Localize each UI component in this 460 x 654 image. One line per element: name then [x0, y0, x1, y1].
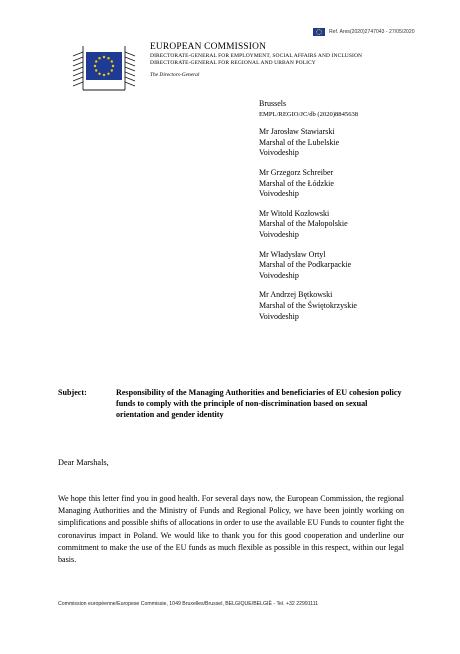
recipient: [259, 250, 454, 282]
reference-stamp-text: Ref. Ares(2020)2747043 - 27/05/2020: [329, 29, 415, 35]
recipient-title: Marshal of the Świętokrzyskie: [259, 300, 357, 310]
directorate-line-2: DIRECTORATE-GENERAL FOR REGIONAL AND URBAN POLICY: [150, 60, 316, 66]
directorate-line-1: DIRECTORATE-GENERAL FOR EMPLOYMENT, SOCIAL AFFAIRS AND INCLUSION: [150, 53, 363, 59]
city: Brussels: [259, 99, 287, 108]
reference-stamp: [313, 28, 455, 36]
recipient-name: Mr Andrzej Bętkowski: [259, 290, 333, 300]
recipient-region: Voivodeship: [259, 270, 299, 280]
recipient: [259, 290, 454, 322]
letterhead: [150, 42, 450, 79]
organization-name: EUROPEAN COMMISSION: [150, 42, 267, 52]
signatory-office: The Directors-General: [150, 72, 200, 78]
recipient: [259, 209, 454, 241]
recipient-title: Marshal of the Małopolskie: [259, 219, 348, 229]
recipient-name: Mr Jarosław Stawiarski: [259, 127, 335, 137]
recipient-title: Marshal of the Podkarpackie: [259, 260, 352, 270]
recipient-region: Voivodeship: [259, 148, 299, 158]
subject-label: Subject:: [58, 388, 87, 397]
address-block: [259, 99, 454, 331]
eu-flag-mini-icon: [313, 28, 325, 36]
recipient: [259, 168, 454, 200]
salutation: Dear Marshals,: [58, 458, 109, 467]
recipient: [259, 127, 454, 159]
recipient-name: Mr Grzegorz Schreiber: [259, 167, 334, 177]
european-commission-logo: [72, 42, 136, 94]
recipient-title: Marshal of the Lubelskie: [259, 137, 340, 147]
recipient-region: Voivodeship: [259, 229, 299, 239]
subject-text: Responsibility of the Managing Authorities and beneficiaries of EU cohesion policy funds to comply with the principle of non-discrimination based on sexual orientation and gender identity: [116, 388, 402, 419]
recipient-region: Voivodeship: [259, 311, 299, 321]
recipient-name: Mr Władysław Ortyl: [259, 249, 326, 259]
reference-number: EMPL/REGIO/JC/db (2020)8845638: [259, 110, 359, 118]
footer-address: Commission européenne/Europese Commissie, 1049 Bruxelles/Brussel, BELGIQUE/BELGIË - Tel. +32 22991111: [58, 601, 319, 607]
recipient-title: Marshal of the Łódzkie: [259, 178, 334, 188]
recipient-name: Mr Witold Kozłowski: [259, 208, 330, 218]
recipient-region: Voivodeship: [259, 189, 299, 199]
body-paragraph: We hope this letter find you in good health. For several days now, the European Commission, the regional Managing Authorities and the Ministry of Funds and Regional Policy, we have been jointly working on simplifications and possible shifts of allocations in order to use the available EU Funds to counter fight the coronavirus impact in Poland. We would like to thank you for this good cooperation and underline our commitment to make the use of the EU funds as much flexible as possible in this respect, within our legal basis.: [58, 494, 404, 565]
